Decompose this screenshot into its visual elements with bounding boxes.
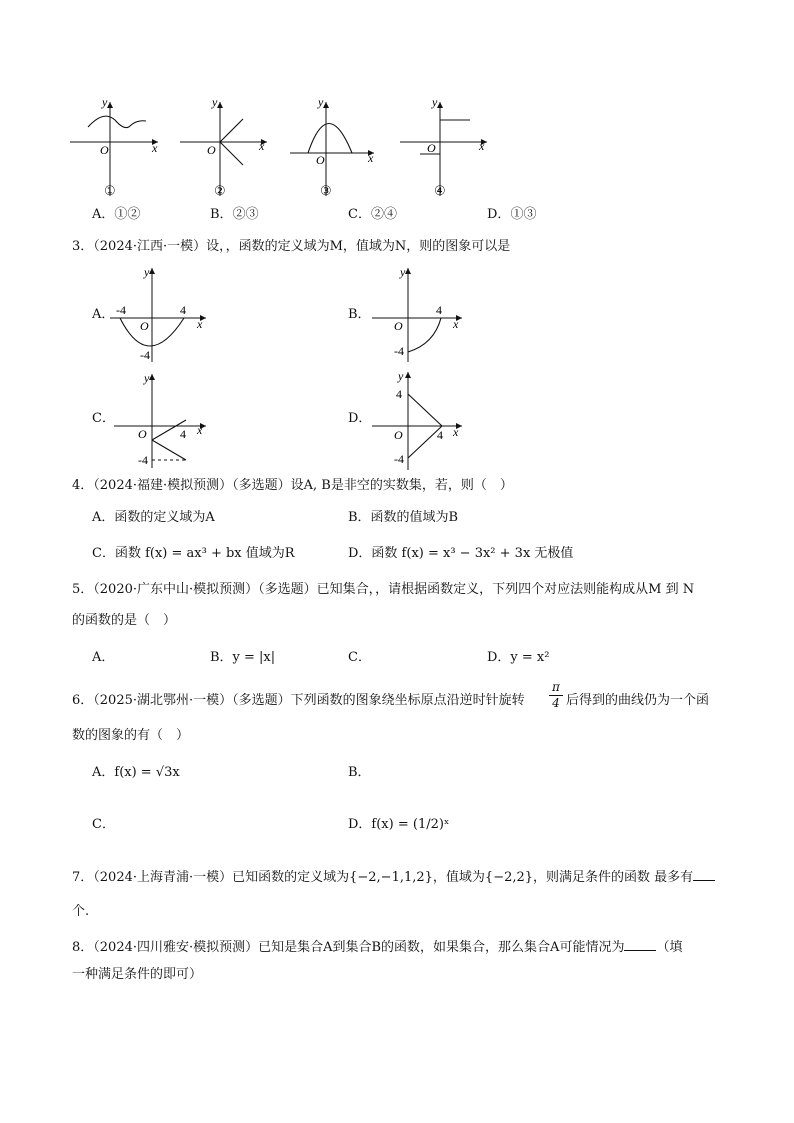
- svg-text:O: O: [140, 319, 149, 333]
- svg-text:O: O: [394, 428, 403, 442]
- svg-text:O: O: [100, 143, 109, 157]
- svg-text:y: y: [432, 95, 438, 109]
- svg-text:O: O: [394, 319, 403, 333]
- q6-pi-over-4: [549, 681, 563, 710]
- q5-option-b[interactable]: B．y = |x|: [210, 650, 276, 665]
- graph-2: [180, 95, 267, 196]
- q5-option-d[interactable]: D．y = x²: [487, 650, 550, 665]
- svg-text:x: x: [197, 317, 203, 331]
- q5-stem-line1: 5．（2020·广东中山·模拟预测）（多选题）已知集合，，请根据函数定义，下列四个对应法则能构成从M 到 N: [72, 582, 695, 597]
- q2-option-b[interactable]: [210, 206, 259, 224]
- graph-3: [290, 95, 374, 196]
- svg-text:y: y: [318, 95, 324, 109]
- q2-option-b-letter: B．: [210, 207, 233, 222]
- svg-text:x: x: [368, 151, 374, 165]
- q2-option-d-text: ①③: [510, 207, 537, 222]
- q2-option-b-text: ②③: [232, 207, 259, 222]
- svg-text:-4: -4: [116, 303, 126, 317]
- q8-line1: [72, 938, 682, 957]
- svg-text:y: y: [212, 95, 218, 109]
- svg-text:4: 4: [180, 303, 186, 317]
- svg-text:O: O: [207, 143, 216, 157]
- svg-text:O: O: [138, 427, 147, 441]
- svg-text:O: O: [316, 153, 325, 167]
- svg-text:-4: -4: [394, 344, 404, 358]
- q7-line1: [72, 868, 715, 887]
- q6-option-c[interactable]: C．: [92, 817, 115, 832]
- q4-option-b[interactable]: B．函数的值域为B: [348, 510, 459, 525]
- pi-symbol: π: [552, 680, 560, 694]
- q8-text-tail: （填: [656, 940, 683, 955]
- q2-option-d-letter: D．: [487, 207, 511, 222]
- graph-label-2: ②: [214, 184, 226, 199]
- q7-text: 7．（2024·上海青浦·一模）已知函数的定义域为{−2,−1,1,2}，值域为{−2,2}，则满足条件的函数 最多有: [72, 870, 694, 885]
- q3-graph-d: [364, 366, 474, 472]
- q6-option-d[interactable]: D．f(x) = (1/2)ˣ: [348, 817, 450, 832]
- q8-line2: 一种满足条件的即可）: [72, 967, 203, 982]
- graph-label-4: ④: [434, 184, 446, 199]
- svg-text:x: x: [453, 317, 459, 331]
- q2-option-c-text: ②④: [370, 207, 397, 222]
- q3-graph-a: [108, 262, 218, 366]
- q5-option-a[interactable]: A．: [92, 650, 115, 665]
- svg-text:y: y: [400, 265, 406, 279]
- q3-graph-b: [364, 262, 474, 366]
- q7-answer-blank[interactable]: [693, 868, 715, 881]
- q2-option-c-letter: C．: [348, 207, 371, 222]
- q3-option-d-letter[interactable]: D．: [348, 411, 372, 426]
- q6-stem-line2: 数的图象的有（ ）: [72, 728, 190, 743]
- q5-stem-line2: 的函数的是（ ）: [72, 613, 177, 628]
- q3-stem: 3．（2024·江西·一模）设，，函数的定义域为M，值域为N，则的图象可以是: [72, 239, 511, 254]
- q6-stem-line1-a: 6．（2025·湖北鄂州·一模）（多选题）下列函数的图象绕坐标原点沿逆时针旋转: [72, 693, 525, 708]
- svg-text:4: 4: [436, 303, 442, 317]
- q4-option-a[interactable]: A．函数的定义域为A: [92, 510, 215, 525]
- q6-stem-line1-b: 后得到的曲线仍为一个函: [566, 693, 710, 708]
- q2-option-c[interactable]: [348, 206, 397, 224]
- q8-answer-blank[interactable]: [624, 938, 656, 951]
- svg-text:4: 4: [180, 427, 186, 441]
- svg-text:x: x: [152, 141, 158, 155]
- svg-text:-4: -4: [138, 453, 148, 467]
- graph-label-3: ③: [320, 184, 332, 199]
- q6-option-b[interactable]: B．: [348, 765, 371, 780]
- svg-text:4: 4: [437, 428, 443, 442]
- svg-text:-4: -4: [394, 452, 404, 466]
- q3-option-c-letter[interactable]: C．: [92, 411, 115, 426]
- svg-text:O: O: [427, 141, 436, 155]
- q6-option-a[interactable]: A．f(x) = √3x: [92, 765, 180, 780]
- q2-option-a-letter: A．: [92, 207, 115, 222]
- q4-option-d[interactable]: D．函数 f(x) = x³ − 3x² + 3x 无极值: [348, 546, 574, 561]
- q3-graph-c: [108, 368, 218, 472]
- graph-4: [400, 95, 487, 196]
- q7-line2: 个.: [72, 904, 90, 919]
- svg-text:x: x: [479, 139, 485, 153]
- svg-text:x: x: [197, 423, 203, 437]
- q2-option-d[interactable]: [487, 206, 536, 224]
- q4-stem: 4．（2024·福建·模拟预测）（多选题）设A, B是非空的实数集，若，则（ ）: [72, 478, 513, 493]
- q5-option-c[interactable]: C．: [348, 650, 371, 665]
- q2-option-a-text: ①②: [114, 207, 141, 222]
- graph-label-1: ①: [104, 184, 116, 199]
- svg-text:y: y: [144, 265, 150, 279]
- q4-option-c[interactable]: C．函数 f(x) = ax³ + bx 值域为R: [92, 546, 295, 561]
- svg-text:y: y: [102, 95, 108, 109]
- svg-text:x: x: [259, 139, 265, 153]
- four-denominator: 4: [552, 696, 560, 710]
- svg-text:y: y: [398, 369, 404, 383]
- q8-text: 8．（2024·四川雅安·模拟预测）已知是集合A到集合B的函数，如果集合，那么集合A可能情况为: [72, 940, 625, 955]
- svg-text:y: y: [144, 371, 150, 385]
- svg-text:-4: -4: [140, 348, 150, 362]
- graph-1: [70, 95, 158, 196]
- q3-option-b-letter[interactable]: B．: [348, 307, 371, 322]
- svg-text:x: x: [453, 425, 459, 439]
- q3-option-a-letter[interactable]: A．: [92, 307, 115, 322]
- q2-option-a[interactable]: [92, 206, 140, 224]
- svg-text:4: 4: [396, 387, 402, 401]
